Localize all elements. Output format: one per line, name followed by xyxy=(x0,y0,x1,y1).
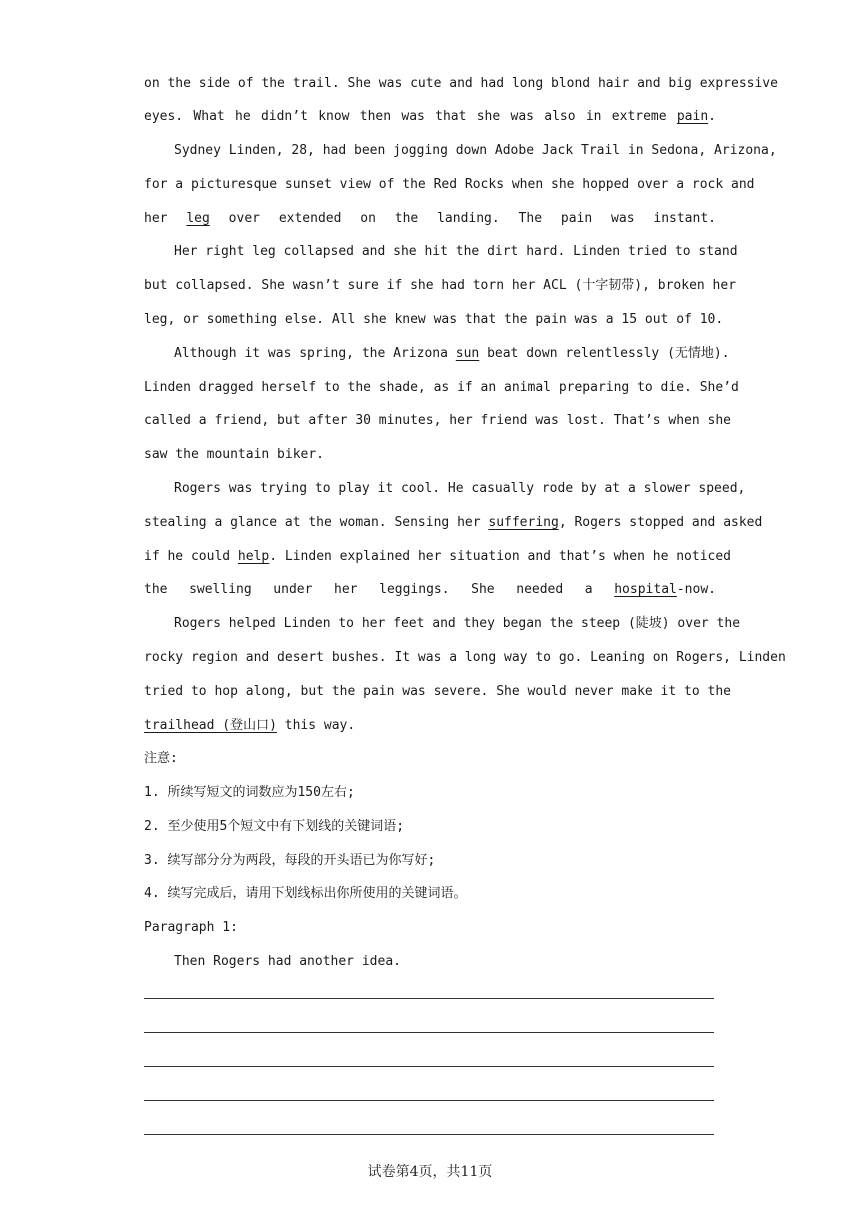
note-item-3: 3. 续写部分分为两段，每段的开头语已为你写好; xyxy=(144,853,436,868)
passage-text: her xyxy=(144,211,187,226)
underlined-keyword: help xyxy=(237,549,270,564)
underlined-keyword: sun xyxy=(455,346,480,361)
passage-line xyxy=(144,513,763,533)
passage-text: stealing a glance at the woman. Sensing her xyxy=(144,515,489,530)
passage-text: Sydney Linden, 28, had been jogging down Adobe Jack Trail in Sedona, Arizona, xyxy=(174,143,777,158)
passage-line xyxy=(144,209,716,229)
writing-line xyxy=(144,998,714,999)
underlined-keyword: hospital xyxy=(614,582,677,597)
passage-line xyxy=(174,141,777,161)
passage-line xyxy=(144,682,731,702)
passage-text: beat down relentlessly (无情地). xyxy=(479,346,730,361)
passage-line xyxy=(144,276,737,296)
passage-text: . Linden explained her situation and that’s when he noticed xyxy=(269,549,732,564)
passage-line xyxy=(144,74,778,94)
passage-text: over extended on the landing. The pain was instant. xyxy=(209,211,716,226)
passage-line xyxy=(144,107,716,127)
writing-line xyxy=(144,1100,714,1101)
passage-text: called a friend, but after 30 minutes, her friend was lost. That’s when she xyxy=(144,413,731,428)
passage-text: eyes. What he didn’t know then was that she was also in extreme xyxy=(144,109,677,124)
passage-line xyxy=(144,378,739,398)
passage-text: Although it was spring, the Arizona xyxy=(174,346,456,361)
passage-line xyxy=(144,580,716,600)
note-item-2: 2. 至少使用5个短文中有下划线的关键词语; xyxy=(144,819,405,834)
passage-text: tried to hop along, but the pain was severe. She would never make it to the xyxy=(144,684,731,699)
passage-text: on the side of the trail. She was cute and had long blond hair and big expressive xyxy=(144,76,778,91)
note-item-1: 1. 所续写短文的词数应为150左右; xyxy=(144,785,355,800)
page-footer: 试卷第4页，共11页 xyxy=(367,1164,493,1180)
writing-line xyxy=(144,1134,714,1135)
passage-text: the swelling under her leggings. She needed a xyxy=(144,582,615,597)
passage-text: -now. xyxy=(676,582,716,597)
passage-line xyxy=(144,175,755,195)
writing-line xyxy=(144,1032,714,1033)
underlined-keyword: trailhead (登山口) xyxy=(144,718,277,733)
passage-text: this way. xyxy=(276,718,356,733)
underlined-keyword: suffering xyxy=(488,515,559,530)
paragraph-opening: Then Rogers had another idea. xyxy=(174,954,401,969)
notes-heading: 注意: xyxy=(144,751,178,766)
passage-line xyxy=(144,411,731,431)
underlined-keyword: leg xyxy=(186,211,210,226)
passage-text: rocky region and desert bushes. It was a long way to go. Leaning on Rogers, Linden xyxy=(144,650,786,665)
passage-line xyxy=(174,614,741,634)
passage-text: . xyxy=(708,109,716,124)
passage-text: , Rogers stopped and asked xyxy=(558,515,763,530)
note-item-4: 4. 续写完成后，请用下划线标出你所使用的关键词语。 xyxy=(144,886,467,901)
passage-line xyxy=(144,547,732,567)
passage-line xyxy=(144,445,716,465)
passage-text: for a picturesque sunset view of the Red Rocks when she hopped over a rock and xyxy=(144,177,755,192)
passage-text: if he could xyxy=(144,549,238,564)
passage-line xyxy=(144,648,786,668)
passage-text: Linden dragged herself to the shade, as if an animal preparing to die. She’d xyxy=(144,380,739,395)
passage-line xyxy=(174,242,738,262)
writing-line xyxy=(144,1066,714,1067)
passage-text: but collapsed. She wasn’t sure if she had torn her ACL (十字韧带), broken her xyxy=(144,278,737,293)
passage-line xyxy=(144,716,716,736)
passage-text: saw the mountain biker. xyxy=(144,447,325,462)
passage-line xyxy=(174,344,730,364)
underlined-keyword: pain xyxy=(676,109,709,124)
passage-text: Rogers helped Linden to her feet and they began the steep (陡坡) over the xyxy=(174,616,741,631)
passage-line xyxy=(174,479,746,499)
paragraph-label: Paragraph 1: xyxy=(144,920,238,935)
passage-text: leg, or something else. All she knew was that the pain was a 15 out of 10. xyxy=(144,312,724,327)
passage-line xyxy=(144,310,724,330)
passage-text: Rogers was trying to play it cool. He casually rode by at a slower speed, xyxy=(174,481,746,496)
passage-text: Her right leg collapsed and she hit the dirt hard. Linden tried to stand xyxy=(174,244,738,259)
